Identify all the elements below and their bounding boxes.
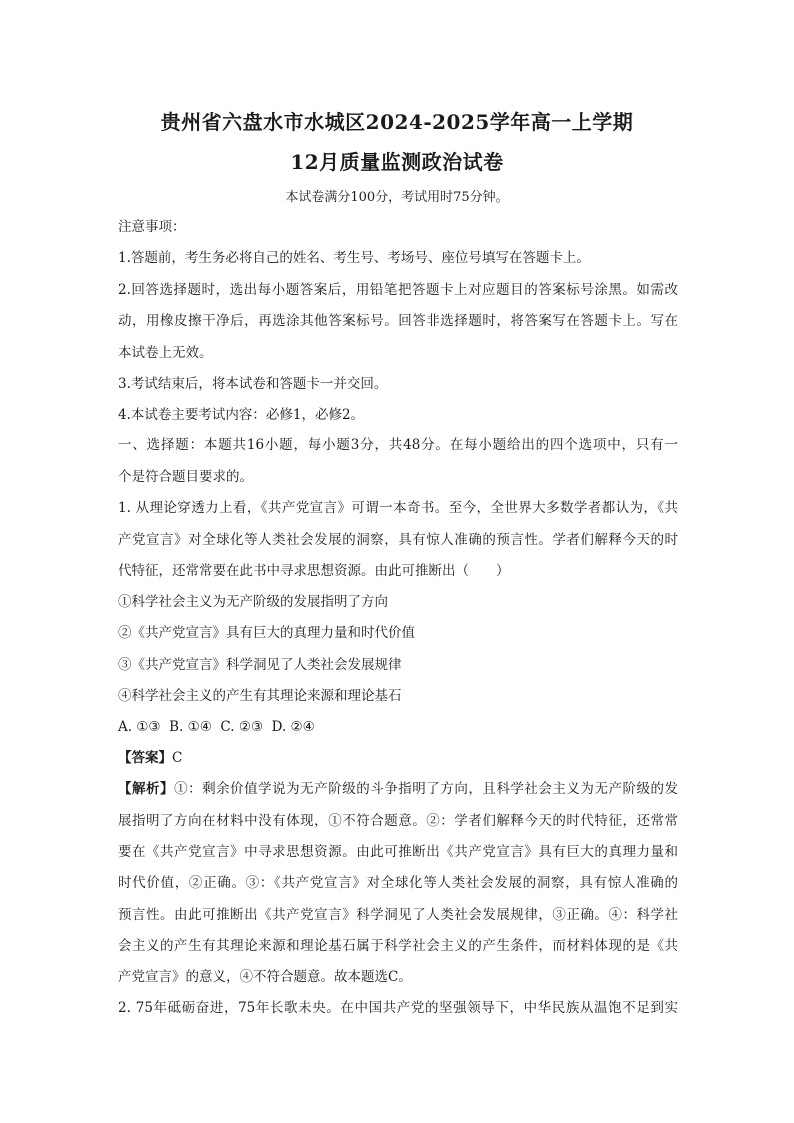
question-1-answer: [118, 748, 678, 768]
question-1-analysis-line7: 产党宣言》的意义，④不符合题意。故本题选C。: [118, 969, 412, 985]
question-1-analysis-line1: [118, 779, 678, 799]
note-item-1: 1.答题前，考生务必将自己的姓名、考生号、考场号、座位号填写在答题卡上。: [118, 250, 590, 266]
note-item-4: 4.本试卷主要考试内容：必修1，必修2。: [118, 407, 365, 423]
question-1-analysis-line4: 时代价值，②正确。③：《共产党宣言》对全球化等人类社会发展的洞察，具有惊人准确的: [118, 875, 678, 891]
question-1-statement-1: ①科学社会主义为无产阶级的发展指明了方向: [118, 594, 388, 610]
question-1-stem-line1: 1. 从理论穿透力上看，《共产党宣言》可谓一本奇书。至今，全世界大多数学者都认为，《共: [118, 500, 678, 516]
answer-value: C: [172, 750, 183, 766]
note-item-2-line1: 2.回答选择题时，选出每小题答案后，用铅笔把答题卡上对应题目的答案标号涂黑。如需改: [118, 282, 678, 298]
notes-heading: 注意事项：: [118, 219, 186, 235]
note-item-2-line2: 动，用橡皮擦干净后，再选涂其他答案标号。回答非选择题时，将答案写在答题卡上。写在: [118, 313, 678, 329]
page-title-line2: 12月质量监测政治试卷: [290, 150, 504, 174]
question-1-analysis-line5: 预言性。由此可推断出《共产党宣言》科学洞见了人类社会发展规律，③正确。④：科学社: [118, 907, 678, 923]
note-item-2-line3: 本试卷上无效。: [118, 345, 213, 361]
exam-info: 本试卷满分100分，考试用时75分钟。: [285, 190, 509, 205]
question-1-statement-4: ④科学社会主义的产生有其理论来源和理论基石: [118, 688, 402, 704]
question-1-stem-line3: 代特征，还常常要在此书中寻求思想资源。由此可推断出（ ）: [118, 563, 510, 579]
question-2-stem-line1: 2. 75年砥砺奋进，75年长歌未央。在中国共产党的坚强领导下，中华民族从温饱不足到实: [118, 1000, 678, 1016]
question-1-analysis-line2: 展指明了方向在材料中没有体现，①不符合题意。②：学者们解释今天的时代特征，还常常: [118, 813, 678, 829]
analysis-text-1: ①：剩余价值学说为无产阶级的斗争指明了方向，且科学社会主义为无产阶级的发: [174, 781, 679, 797]
question-1-choices: A. ①③ B. ①④ C. ②③ D. ②④: [118, 719, 315, 735]
analysis-label: 【解析】: [118, 781, 175, 797]
section-heading-line2: 个是符合题目要求的。: [118, 469, 253, 485]
question-1-analysis-line6: 会主义的产生有其理论来源和理论基石属于科学社会主义的产生条件，而材料体现的是《共: [118, 938, 678, 954]
page-title-line1: 贵州省六盘水市水城区2024-2025学年高一上学期: [160, 110, 634, 134]
answer-label: 【答案】: [118, 750, 172, 766]
note-item-3: 3.考试结束后，将本试卷和答题卡一并交回。: [118, 376, 388, 392]
question-1-statement-3: ③《共产党宣言》科学洞见了人类社会发展规律: [118, 657, 402, 673]
question-1-analysis-line3: 要在《共产党宣言》中寻求思想资源。由此可推断出《共产党宣言》具有巨大的真理力量和: [118, 844, 678, 860]
question-1-statement-2: ②《共产党宣言》具有巨大的真理力量和时代价值: [118, 625, 415, 641]
section-heading-line1: 一、选择题：本题共16小题，每小题3分，共48分。在每小题给出的四个选项中，只有一: [118, 437, 678, 453]
question-1-stem-line2: 产党宣言》对全球化等人类社会发展的洞察，具有惊人准确的预言性。学者们解释今天的时: [118, 532, 678, 548]
